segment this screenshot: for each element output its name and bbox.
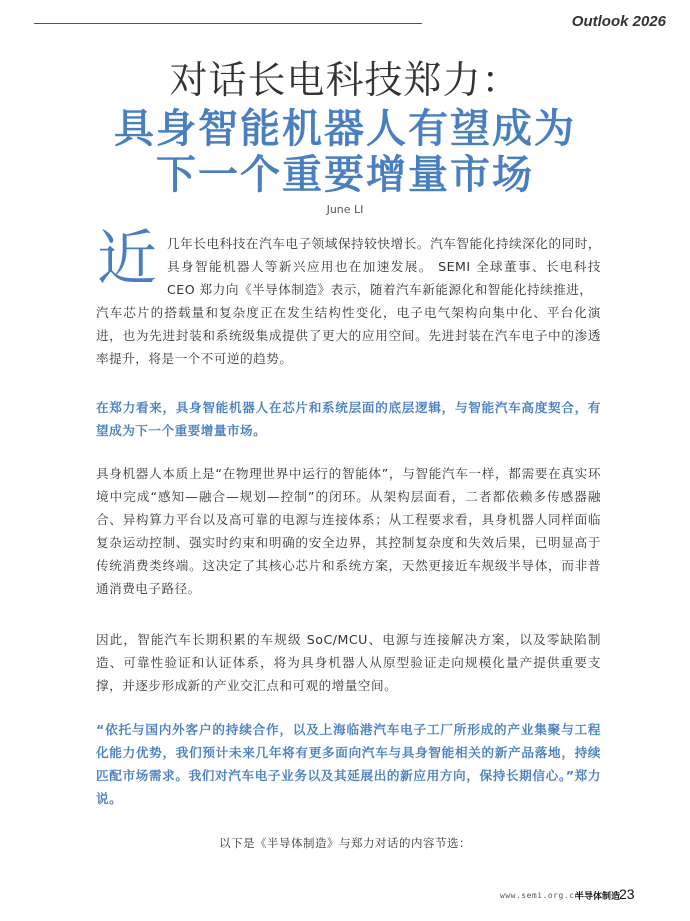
paragraph-3: 具身机器人本质上是“在物理世界中运行的智能体”，与智能汽车一样，都需要在真实环境中完成“感知—融合—规划—控制”的闭环。从架构层面看，二者都依赖多传感器融合、异构算力平台以及高可靠的电源与连接体系；从工程要求看，具身机器人同样面临复杂运动控制、强实时约束和明确的安全边界，其控制复杂度和失效后果，已明显高于传统消费类终端。这决定了其核心芯片和系统方案，天然更接近车规级半导体，而非普通消费电子路径。 (96, 466, 601, 596)
page-number: 23 (619, 886, 635, 902)
title-line-2: 具身智能机器人有望成为 (114, 106, 576, 152)
footer-url: www.semi.org.cn (500, 891, 580, 900)
paragraph-4: 因此，智能汽车长期积累的车规级 SoC/MCU、电源与连接解决方案，以及零缺陷制造、可靠性验证和认证体系，将为具身机器人从原型验证走向规模化量产提供重要支撑，并逐步形成新的产业交汇点和可观的增量空间。 (96, 632, 601, 693)
title-line-3: 下一个重要增量市场 (156, 152, 534, 198)
paragraph-1-rest: 汽车芯片的搭载量和复杂度正在发生结构性变化，电子电气架构向集中化、平台化演进，也为先进封装和系统级集成提供了更大的应用空间。先进封装在汽车电子中的渗透率提升，将是一个不可逆的趋势。 (96, 305, 601, 366)
paragraph-1-lead: 几年长电科技在汽车电子领域保持较快增长。汽车智能化持续深化的同时，具身智能机器人等新兴应用也在加速发展。 SEMI 全球董事、长电科技 CEO 郑力向《半导体制造》表示，随着汽车新能源化和智能化持续推进， (167, 236, 601, 297)
title-line-1: 对话长电科技郑力： (169, 58, 521, 102)
footer-publication: 半导体制造 (575, 892, 621, 902)
highlight-paragraph: 在郑力看来，具身智能机器人在芯片和系统层面的底层逻辑，与智能汽车高度契合，有望成为下一个重要增量市场。 (96, 400, 601, 438)
header-rule (34, 23, 422, 24)
interview-intro: 以下是《半导体制造》与郑力对话的内容节选： (219, 836, 471, 850)
quote-paragraph: “依托与国内外客户的持续合作，以及上海临港汽车电子工厂所形成的产业集聚与工程化能力优势，我们预计未来几年将有更多面向汽车与具身智能相关的新产品落地，持续匹配市场需求。我们对汽车电子业务以及其延展出的新应用方向，保持长期信心。”郑力说。 (96, 722, 601, 806)
byline: June LI (326, 203, 364, 216)
section-tag: Outlook 2026 (571, 13, 666, 30)
drop-cap: 近 (97, 224, 157, 294)
